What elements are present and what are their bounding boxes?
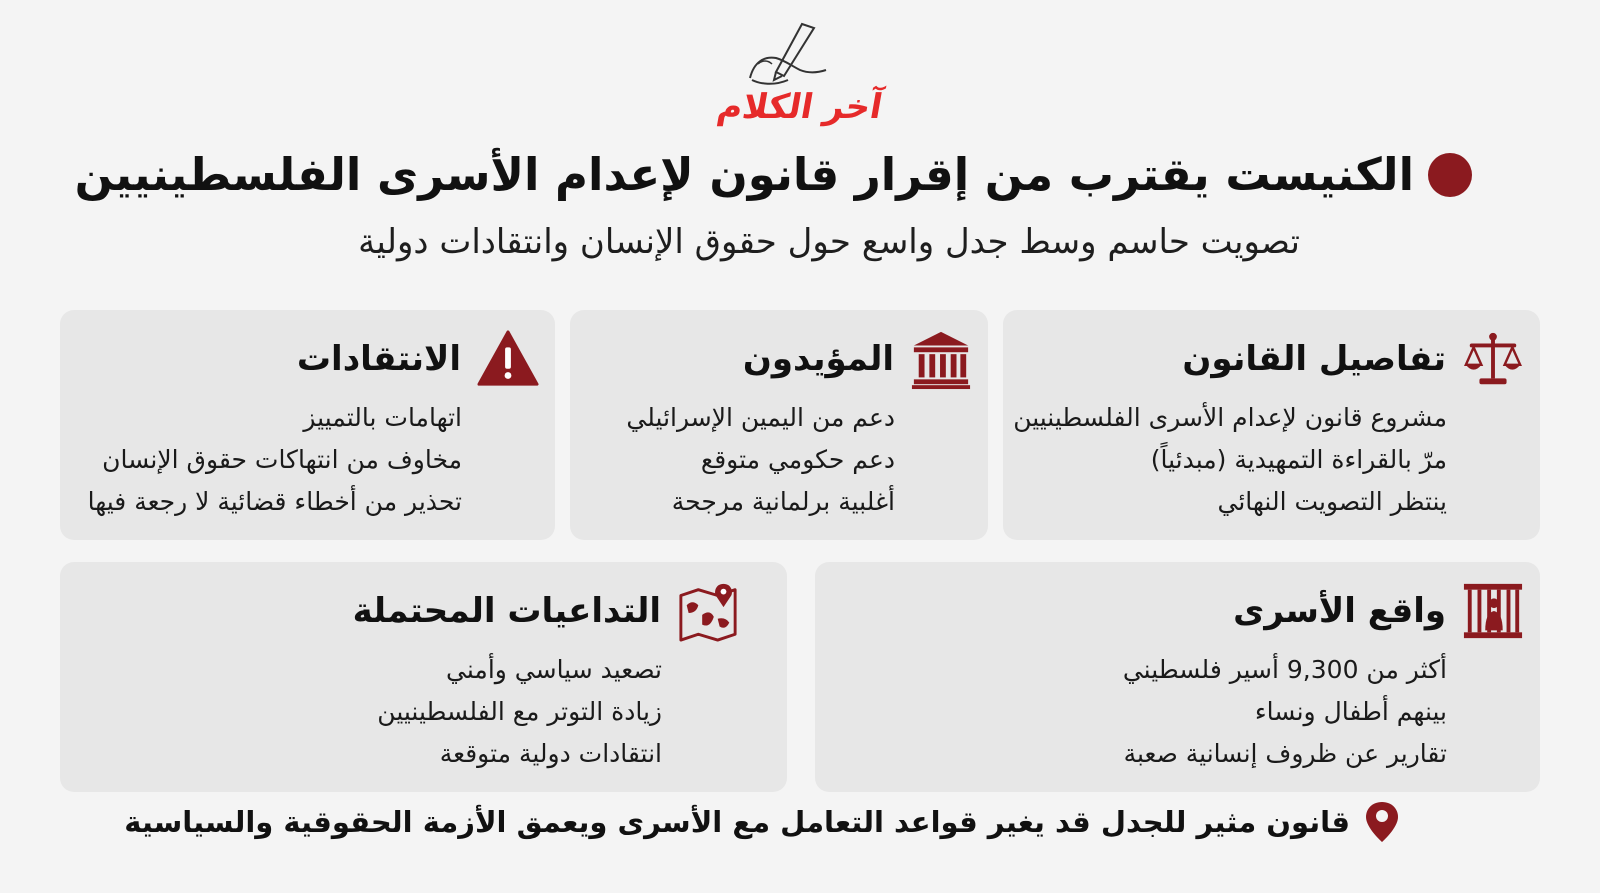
card-title: واقع الأسرى [1233,591,1446,631]
list-item: أغلبية برلمانية مرجحة [671,487,895,516]
scales-icon [1462,328,1524,390]
card-list [626,397,895,523]
list-item: مرّ بالقراءة التمهيدية (مبدئياً) [1150,445,1447,474]
card-criticism [60,310,555,540]
list-item: تحذير من أخطاء قضائية لا رجعة فيها [87,487,462,516]
card-title: المؤيدون [742,339,894,379]
card-header [743,328,972,390]
list-item: اتهامات بالتمييز [303,403,462,432]
list-item: أكثر من 9,300 أسير فلسطيني [1122,655,1447,684]
brand-logo [700,18,900,128]
list-item: دعم من اليمين الإسرائيلي [626,403,895,432]
building-icon [910,328,972,390]
card-header [353,580,739,642]
footer [124,800,1400,844]
warning-icon [477,328,539,390]
card-list [1123,649,1447,775]
card-title: تفاصيل القانون [1182,339,1446,379]
list-item: زيادة التوتر مع الفلسطينيين [377,697,662,726]
list-item: بينهم أطفال ونساء [1254,697,1447,726]
page-title: الكنيست يقترب من إقرار قانون لإعدام الأسرى الفلسطينيين [74,148,1414,201]
bullet-dot-icon [1428,153,1472,197]
card-list [88,397,462,523]
list-item: انتقادات دولية متوقعة [439,739,662,768]
hand-pen-icon [740,18,830,98]
card-header [297,328,539,390]
card-prisoners [815,562,1540,792]
location-pin-icon [1364,800,1400,844]
card-header [1233,580,1524,642]
list-item: دعم حكومي متوقع [700,445,895,474]
map-pin-icon [677,580,739,642]
card-law-details [1003,310,1540,540]
card-title: الانتقادات [296,339,461,379]
list-item: تصعيد سياسي وأمني [446,655,662,684]
list-item: ينتظر التصويت النهائي [1217,487,1447,516]
footer-text: قانون مثير للجدل قد يغير قواعد التعامل مع الأسرى ويعمق الأزمة الحقوقية والسياسية [124,805,1350,839]
card-supporters [570,310,988,540]
card-list [377,649,662,775]
logo-text: آخر الكلام [714,87,886,127]
card-list [1013,397,1447,523]
card-title: التداعيات المحتملة [352,591,661,631]
list-item: مخاوف من انتهاكات حقوق الإنسان [102,445,462,474]
prison-bars-icon [1462,580,1524,642]
list-item: مشروع قانون لإعدام الأسرى الفلسطينيين [1013,403,1447,432]
page-subtitle: تصويت حاسم وسط جدل واسع حول حقوق الإنسان وانتقادات دولية [358,222,1300,262]
list-item: تقارير عن ظروف إنسانية صعبة [1123,739,1447,768]
card-consequences [60,562,787,792]
title-row [74,148,1472,201]
card-header [1182,328,1524,390]
